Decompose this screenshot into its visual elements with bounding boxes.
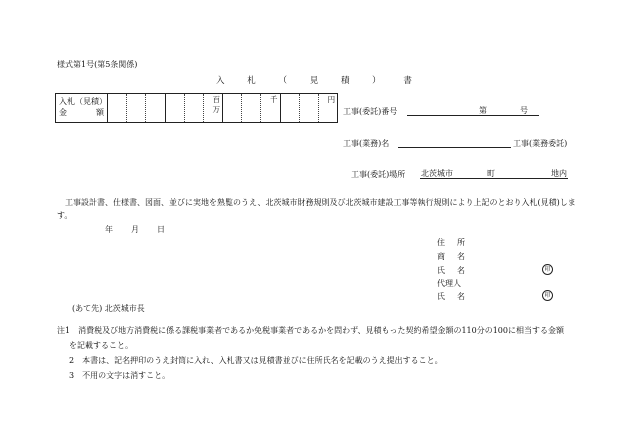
bidder-address-label [437, 237, 465, 248]
digit-cell[interactable] [300, 94, 319, 122]
address-char: 住 [437, 238, 445, 247]
name-char: 氏 [437, 266, 445, 275]
note-1-cont: を記載すること。 [69, 341, 133, 350]
date-month: 月 [131, 225, 139, 234]
date-year: 年 [105, 225, 113, 234]
amount-label-line1: 入札（見積） [59, 97, 107, 106]
digit-cell[interactable] [185, 94, 204, 122]
digit-cell-thousand[interactable] [261, 94, 280, 122]
title-char: ） [372, 76, 381, 86]
construction-place-city: 北茨城市 [421, 169, 453, 178]
title-char: 積 [340, 76, 350, 86]
unit-million-man: 万 [212, 105, 221, 114]
agent-name-char: 氏 [437, 292, 445, 301]
bidder-trade-name-label [437, 251, 465, 262]
bidder-name-label [437, 265, 465, 276]
address-char: 所 [457, 238, 465, 247]
construction-name-suffix: 工事(業務委託) [513, 139, 568, 148]
title-char: 見 [309, 76, 319, 86]
title-char: 入 [216, 76, 225, 86]
note-1: 注1 消費税及び地方消費税に係る課税事業者であるか免税事業者であるかを問わず、見積もった契約希望金額の110分の100に相当する金額 [57, 326, 564, 335]
construction-name-field[interactable] [398, 138, 511, 148]
form-number: 様式第1号(第5条関係) [57, 60, 138, 69]
digit-cell[interactable] [281, 94, 300, 122]
digit-cell[interactable] [223, 94, 242, 122]
digit-cell[interactable] [166, 94, 185, 122]
unit-million-hyaku: 百 [212, 95, 221, 104]
construction-place-town: 町 [487, 169, 495, 178]
digit-cell[interactable] [146, 94, 165, 122]
notes [57, 323, 564, 383]
amount-label-gaku: 額 [96, 108, 104, 117]
construction-name-label: 工事(業務)名 [343, 139, 390, 148]
name-char: 名 [457, 266, 465, 275]
construction-place-area: 地内 [551, 169, 567, 178]
title-char: 札 [247, 76, 256, 86]
note-2: 2 本書は、記名押印のうえ封筒に入れ、入札書又は見積書並びに住所氏名を記載のうえ提出すること。 [69, 356, 443, 365]
amount-label-kin: 金 [59, 108, 67, 117]
agent-seal-icon: 印 [542, 290, 553, 301]
amount-label [56, 94, 108, 122]
agent-label: 代理人 [437, 279, 461, 288]
note-3: 3 不用の文字は消すこと。 [69, 371, 171, 380]
title-char: 書 [403, 76, 412, 86]
trade-name-char: 名 [457, 252, 465, 261]
digit-cell-million[interactable] [204, 94, 223, 122]
trade-name-char: 商 [437, 252, 445, 261]
digit-cell[interactable] [127, 94, 146, 122]
unit-yen: 円 [327, 95, 336, 104]
unit-thousand: 千 [270, 95, 278, 104]
date-row [105, 224, 165, 235]
construction-number-go: 号 [520, 106, 528, 115]
amount-table [55, 93, 338, 123]
title-char: （ [278, 76, 287, 86]
date-day: 日 [157, 225, 165, 234]
unit-million [213, 95, 221, 115]
document-title [216, 74, 412, 86]
statement-text: 工事設計書、仕様書、図面、並びに実地を熟覧のうえ、北茨城市財務規則及び北茨城市建設工事等執行規則により上記のとおり入札(見積)します。 [57, 198, 576, 220]
agent-name-char: 名 [457, 292, 465, 301]
bidder-seal-icon: 印 [542, 264, 553, 275]
amount-digit-cells [108, 94, 337, 122]
agent-name-label [437, 291, 465, 302]
digit-cell[interactable] [108, 94, 127, 122]
amount-label-line2 [59, 107, 104, 118]
addressee: (あて先) 北茨城市長 [72, 304, 145, 313]
construction-place-label: 工事(委託)場所 [351, 170, 406, 179]
construction-number-label: 工事(委託)番号 [343, 107, 398, 116]
digit-cell[interactable] [242, 94, 261, 122]
construction-number-dai: 第 [479, 106, 487, 115]
digit-cell-yen[interactable] [319, 94, 337, 122]
